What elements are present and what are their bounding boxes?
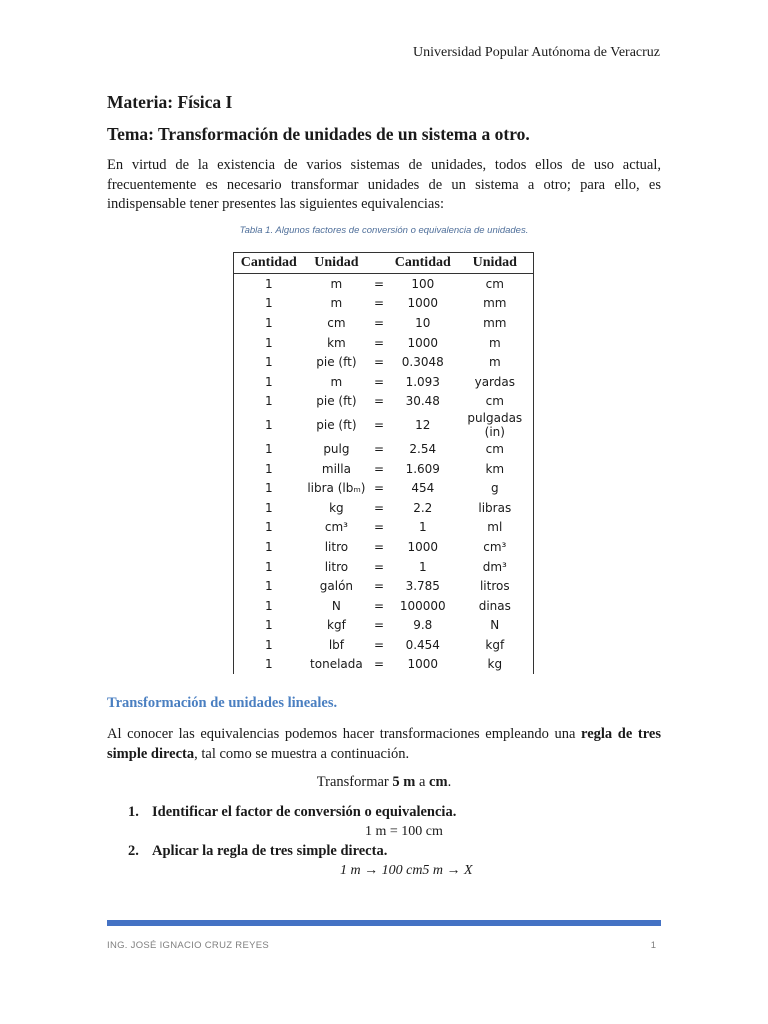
cell-unidad-destino: mm [457,313,534,333]
cell-unidad: tonelada [310,657,363,672]
cell-unidad-destino: km [457,459,534,479]
cell-unidad-destino: mm [457,294,534,314]
cell-unidad: km [327,335,346,350]
method-text-2: , tal como se muestra a continuación. [194,746,410,762]
cell-unidad-destino: yardas [457,372,534,392]
cell-equals: = [374,520,385,535]
transform-mid: a [415,774,430,790]
cell-cantidad: 1 [234,635,304,655]
cell-valor: 1000 [407,335,439,350]
table-row [234,313,534,333]
cell-unidad: pulg [323,441,350,456]
cell-cantidad: 1 [234,478,304,498]
cell-cantidad: 1 [234,537,304,557]
cell-cantidad: 1 [234,557,304,577]
header-cantidad-2: Cantidad [389,253,457,274]
cell-unidad-destino: dinas [457,596,534,616]
cell-equals: = [374,394,385,409]
step-1-equation: 1 m = 100 cm [365,824,443,839]
cell-unidad: lbf [328,637,344,652]
topic-heading: Tema: Transformación de unidades de un sistema a otro. [107,124,530,144]
cell-equals: = [374,355,385,370]
cell-cantidad: 1 [234,518,304,538]
table-row [234,274,534,294]
cell-unidad-destino: ml [457,518,534,538]
table-row [234,576,534,596]
transform-statement [0,774,768,791]
header-equals [369,253,389,274]
cell-equals: = [374,374,385,389]
cell-unidad-destino: litros [457,576,534,596]
cell-unidad: m [330,374,343,389]
table-row [234,478,534,498]
cell-valor: 0.454 [405,637,440,652]
cell-equals: = [374,657,385,672]
cell-equals: = [374,418,385,433]
cell-unidad: pie (ft) [316,418,357,433]
table-caption: Tabla 1. Algunos factores de conversión o equivalencia de unidades. [239,225,529,236]
method-paragraph [107,724,661,764]
cell-unidad-destino: g [457,478,534,498]
cell-unidad-destino: dm³ [457,557,534,577]
table-row [234,498,534,518]
cell-unidad-destino: m [457,333,534,353]
cell-unidad: pie (ft) [316,394,357,409]
table-row [234,537,534,557]
cell-unidad: pie (ft) [316,355,357,370]
cell-valor: 0.3048 [401,355,444,370]
cell-valor: 454 [411,481,435,496]
cell-cantidad: 1 [234,294,304,314]
cell-unidad: milla [321,461,351,476]
cell-equals: = [374,500,385,515]
header-cantidad: Cantidad [234,253,304,274]
cell-valor: 1000 [407,296,439,311]
page-number: 1 [650,940,656,951]
cell-unidad: N [331,598,341,613]
header-unidad-2: Unidad [457,253,534,274]
cell-valor: 12 [415,418,431,433]
table-row [234,616,534,636]
cell-unidad: litro [324,539,349,554]
subject-heading: Materia: Física I [107,92,233,112]
transform-pre: Transformar [316,774,393,790]
cell-cantidad: 1 [234,392,304,412]
cell-unidad-destino: cm [457,274,534,294]
cell-equals: = [374,276,385,291]
cell-valor: 1 [418,520,427,535]
cell-cantidad: 1 [234,274,304,294]
cell-unidad-destino: kg [457,655,534,675]
cell-equals: = [374,539,385,554]
cell-cantidad: 1 [234,596,304,616]
cell-unidad-destino: cm [457,392,534,412]
cell-unidad: libra (lbₘ) [307,481,366,496]
footer-divider [107,920,661,926]
table-row [234,635,534,655]
cell-equals: = [374,618,385,633]
cell-unidad-destino: kgf [457,635,534,655]
cell-cantidad: 1 [234,616,304,636]
cell-cantidad: 1 [234,352,304,372]
cell-unidad: m [330,296,343,311]
cell-equals: = [374,461,385,476]
method-bold-term: regla de tres simple directa [107,726,661,762]
table-row [234,655,534,675]
cell-cantidad: 1 [234,498,304,518]
table-row [234,333,534,353]
cell-cantidad: 1 [234,313,304,333]
table-row [234,557,534,577]
cell-equals: = [374,296,385,311]
cell-valor: 2.2 [413,500,433,515]
cell-valor: 1.609 [405,461,440,476]
step-2-text: Aplicar la regla de tres simple directa. [152,843,388,859]
intro-paragraph: En virtud de la existencia de varios sistemas de unidades, todos ellos de uso actual, frecuentemente es necesario transformar unidades de un sistema a otro; para ello, es indispensable tener presentes las siguientes equivalencias: [107,157,661,212]
cell-cantidad: 1 [234,576,304,596]
step-2 [128,843,387,860]
table-row [234,352,534,372]
cell-unidad: kgf [327,618,346,633]
cell-equals: = [374,315,385,330]
cell-valor: 2.54 [409,441,437,456]
cell-equals: = [374,481,385,496]
transform-to: cm [429,774,448,790]
cell-cantidad: 1 [234,372,304,392]
cell-valor: 1000 [407,657,439,672]
footer-author: ING. JOSÉ IGNACIO CRUZ REYES [107,940,270,951]
table-row [234,372,534,392]
cell-unidad-destino: N [457,616,534,636]
cell-unidad: galón [319,579,354,594]
cell-equals: = [374,598,385,613]
cell-valor: 100 [411,276,435,291]
cell-equals: = [374,335,385,350]
cell-equals: = [374,637,385,652]
cell-valor: 100000 [399,598,446,613]
table-row [234,518,534,538]
step-1 [128,804,456,821]
table-row [234,392,534,412]
cell-valor: 1.093 [405,374,440,389]
cell-valor: 10 [415,315,431,330]
cell-equals: = [374,579,385,594]
transform-from: 5 m [392,774,416,790]
step-2-number: 2. [128,843,139,859]
table-row [234,459,534,479]
cell-unidad-destino: m [457,352,534,372]
table-row [234,294,534,314]
cell-equals: = [374,441,385,456]
transform-post: . [447,774,452,790]
section-title: Transformación de unidades lineales. [107,695,338,711]
step-1-number: 1. [128,804,139,820]
cell-unidad: litro [324,559,349,574]
table-row [234,596,534,616]
header-institution: Universidad Popular Autónoma de Veracruz [412,45,660,60]
cell-cantidad: 1 [234,439,304,459]
step-2-equation: 1 m → 100 cm5 m → X [340,863,473,878]
cell-unidad: cm³ [324,520,348,535]
step-1-text: Identificar el factor de conversión o equivalencia. [152,804,457,820]
cell-unidad: m [330,276,343,291]
method-text-1: Al conocer las equivalencias podemos hacer transformaciones empleando una [107,726,582,742]
cell-unidad-destino: libras [457,498,534,518]
cell-cantidad: 1 [234,411,304,439]
cell-unidad-destino: cm³ [457,537,534,557]
cell-valor: 1000 [407,539,439,554]
cell-unidad: cm [327,315,346,330]
table-header-row [234,253,534,274]
cell-unidad-destino: pulgadas (in) [457,411,534,439]
cell-valor: 1 [418,559,427,574]
cell-cantidad: 1 [234,655,304,675]
cell-unidad-destino: cm [457,439,534,459]
cell-valor: 3.785 [405,579,440,594]
cell-valor: 9.8 [413,618,433,633]
table-row [234,439,534,459]
header-unidad: Unidad [304,253,370,274]
cell-equals: = [374,559,385,574]
cell-cantidad: 1 [234,333,304,353]
table-row [234,411,534,439]
conversion-table [233,252,534,674]
cell-valor: 30.48 [405,394,440,409]
cell-unidad: kg [329,500,344,515]
cell-cantidad: 1 [234,459,304,479]
